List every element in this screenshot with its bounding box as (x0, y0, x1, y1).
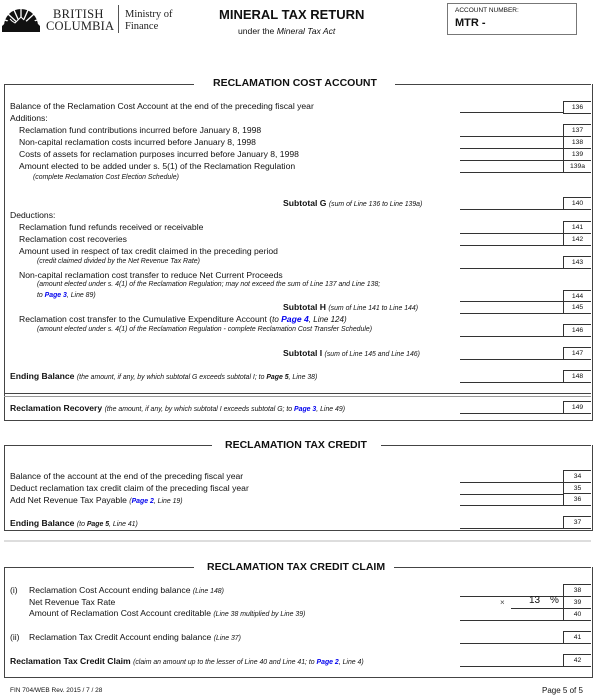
deduction-143-note: (credit claimed divided by the Net Revenue Tax Rate) (37, 258, 200, 265)
addition-137-label: Reclamation fund contributions incurred before January 8, 1998 (19, 125, 262, 135)
item-i-row1 (29, 585, 224, 595)
transfer-suffix: , Line 124) (308, 315, 347, 324)
line-142-input[interactable] (460, 245, 563, 246)
item-i-marker: (i) (10, 585, 18, 595)
line-138-input[interactable] (460, 148, 563, 149)
item-i-row3-note: (Line 38 multiplied by Line 39) (213, 611, 306, 618)
claim-note: (claim an amount up to the lesser of Line 40 and Line 41; to (133, 659, 317, 666)
line-146-number: 146 (563, 324, 591, 337)
line-142-number: 142 (563, 233, 591, 246)
rtc-row-36-suffix: , Line 19) (153, 498, 183, 505)
line-37-input[interactable] (460, 528, 563, 529)
deduction-141-label: Reclamation fund refunds received or receivable (19, 222, 204, 232)
line-149-input[interactable] (460, 413, 563, 414)
item-ii-label: Reclamation Tax Credit Account ending balance (29, 632, 214, 642)
sun-mountain-icon (2, 6, 40, 32)
item-i-row1-label: Reclamation Cost Account ending balance (29, 585, 193, 595)
section1-divider2 (4, 396, 591, 397)
rtc-row-35-label: Deduct reclamation tax credit claim of the preceding fiscal year (10, 483, 249, 493)
line-39-number: 39 (563, 596, 591, 609)
line-139-number: 139 (563, 148, 591, 161)
section1-title: RECLAMATION COST ACCOUNT (213, 77, 377, 89)
line-148-input[interactable] (460, 382, 563, 383)
line-41-input[interactable] (460, 643, 563, 644)
claim-row (10, 656, 364, 666)
page-4-link[interactable]: Page 4 (281, 314, 309, 324)
item-ii-marker: (ii) (10, 632, 20, 642)
line-136-input[interactable] (460, 112, 563, 113)
addition-138-label: Non-capital reclamation costs incurred before January 8, 1998 (19, 137, 256, 147)
line-37-number: 37 (563, 516, 591, 529)
addition-139a-label: Amount elected to be added under s. 5(1) of the Reclamation Regulation (19, 161, 296, 171)
deductions-label: Deductions: (10, 210, 56, 220)
subtotal-i-label: Subtotal I (283, 348, 323, 358)
deduction-144-label: Non-capital reclamation cost transfer to reduce Net Current Proceeds (19, 270, 283, 280)
ending-balance-suffix: , Line 38) (288, 374, 318, 381)
section-separator-bar (4, 540, 591, 542)
transfer-label-text: Reclamation cost transfer to the Cumulative Expenditure Account ( (19, 314, 273, 324)
multiply-sign: × (500, 598, 505, 607)
rtc-ending-label: Ending Balance (10, 518, 75, 528)
line-136-number: 136 (563, 101, 591, 114)
subtotal-g-label: Subtotal G (283, 198, 327, 208)
recovery-suffix: , Line 49) (316, 406, 345, 413)
page-2-link[interactable]: Page 2 (131, 498, 154, 505)
tax-rate-value[interactable]: 13 (529, 595, 541, 606)
claim-suffix: , Line 4) (338, 659, 364, 666)
form-title: MINERAL TAX RETURN (219, 7, 365, 22)
deduction-144-note2 (37, 292, 96, 299)
line-36-input[interactable] (460, 505, 563, 506)
rtc-row-36-text: Add Net Revenue Tax Payable (10, 495, 130, 505)
line-34-input[interactable] (460, 482, 563, 483)
line-141-input[interactable] (460, 233, 563, 234)
subtotal-g-note: (sum of Line 136 to Line 139a) (328, 201, 423, 208)
section2-title: RECLAMATION TAX CREDIT (225, 439, 367, 451)
line-147-input[interactable] (460, 359, 563, 360)
logo-columbia: COLUMBIA (46, 19, 115, 33)
line-40-number: 40 (563, 608, 591, 621)
line-34-number: 34 (563, 470, 591, 483)
line-144-number: 144 (563, 290, 591, 303)
line-139-input[interactable] (460, 160, 563, 161)
line-38-number: 38 (563, 584, 591, 597)
subtotal-h-label: Subtotal H (283, 302, 326, 312)
page-indicator: Page 5 of 5 (542, 686, 583, 695)
line-141-number: 141 (563, 221, 591, 234)
transfer-to: to (272, 315, 282, 324)
line-147-number: 147 (563, 347, 591, 360)
line-40-input[interactable] (460, 620, 563, 621)
line-36-number: 36 (563, 493, 591, 506)
rtc-ending-balance (10, 518, 138, 528)
section3-title: RECLAMATION TAX CREDIT CLAIM (207, 561, 386, 573)
subtotal-i (283, 348, 420, 358)
line-139a-number: 139a (563, 160, 591, 173)
item-ii-note: (Line 37) (213, 635, 241, 642)
transfer-note: (amount elected under s. 4(1) of the Reclamation Regulation - complete Reclamation Cost Transfer Schedule) (37, 326, 372, 333)
deduction-144-note2-prefix: to (37, 292, 45, 299)
item-i-row3 (29, 608, 305, 618)
account-number-box[interactable] (447, 3, 577, 35)
addition-139-label: Costs of assets for reclamation purposes incurred before January 8, 1998 (19, 149, 299, 159)
line-42-input[interactable] (460, 666, 563, 667)
deduction-142-label: Reclamation cost recoveries (19, 234, 127, 244)
form-id: FIN 704/WEB Rev. 2015 / 7 / 28 (10, 687, 103, 694)
line-140-number: 140 (563, 197, 591, 210)
deduction-144-note2-suffix: , Line 89) (66, 292, 96, 299)
tax-rate-underline (511, 608, 563, 609)
ending-balance-page: Page 5 (266, 374, 289, 381)
ending-balance (10, 371, 317, 381)
line-143-number: 143 (563, 256, 591, 269)
line-149-number: 149 (563, 401, 591, 414)
line-35-number: 35 (563, 482, 591, 495)
bc-logo (2, 6, 40, 32)
rtc-ending-suffix: , Line 41) (109, 521, 138, 528)
page-3-link[interactable]: Page 3 (44, 292, 67, 299)
account-number-value: MTR - (455, 17, 486, 29)
line-144-input[interactable] (460, 301, 563, 302)
subtotal-h-note: (sum of Line 141 to Line 144) (328, 305, 418, 312)
ministry-line2: Finance (125, 21, 159, 32)
subtitle-prefix: under the (238, 26, 277, 36)
ending-balance-label: Ending Balance (10, 371, 75, 381)
item-i-row2-label: Net Revenue Tax Rate (29, 597, 116, 607)
rtc-row-36-label (10, 495, 183, 505)
reclamation-recovery (10, 403, 345, 413)
subtotal-h (283, 302, 418, 312)
form-subtitle (238, 26, 335, 36)
rtc-row-36-open: ( (129, 498, 132, 505)
item-i-row3-label: Amount of Reclamation Cost Account creditable (29, 608, 214, 618)
subtotal-g (283, 198, 422, 208)
rtc-row-34-label: Balance of the account at the end of the preceding fiscal year (10, 471, 244, 481)
rtc-ending-page: Page 5 (86, 521, 110, 528)
line-143-input[interactable] (460, 268, 563, 269)
deduction-143-label: Amount used in respect of tax credit claimed in the preceding period (19, 246, 278, 256)
line-41-number: 41 (563, 631, 591, 644)
deduction-144-note: (amount elected under s. 4(1) of the Reclamation Regulation; may not exceed the sum of Line 137 and Line 138; (37, 281, 381, 288)
line-35-input[interactable] (460, 494, 563, 495)
subtotal-i-note: (sum of Line 145 and Line 146) (324, 351, 420, 358)
subtitle-act: Mineral Tax Act (276, 26, 336, 36)
line-137-number: 137 (563, 124, 591, 137)
rtc-ending-note: (to (76, 521, 87, 528)
item-i-row1-note: (Line 148) (192, 588, 224, 595)
logo-british: BRITISH (53, 7, 104, 21)
recovery-page-3-link[interactable]: Page 3 (294, 406, 317, 413)
line-137-input[interactable] (460, 136, 563, 137)
line-139a-input[interactable] (460, 172, 563, 173)
ministry-line1: Ministry of (125, 9, 173, 20)
tax-rate-unit: % (550, 595, 559, 606)
line-38-input[interactable] (460, 596, 563, 597)
claim-page-2-link[interactable]: Page 2 (316, 659, 339, 666)
line-138-number: 138 (563, 136, 591, 149)
line-148-number: 148 (563, 370, 591, 383)
line-42-number: 42 (563, 654, 591, 667)
balance-label: Balance of the Reclamation Cost Account at the end of the preceding fiscal year (10, 101, 314, 111)
line-146-input[interactable] (460, 336, 563, 337)
additions-label: Additions: (10, 113, 48, 123)
item-ii-row (29, 632, 241, 642)
line-145-input[interactable] (460, 313, 563, 314)
line-140-input[interactable] (460, 209, 563, 210)
claim-label: Reclamation Tax Credit Claim (10, 656, 131, 666)
section1-divider (4, 393, 591, 394)
ending-balance-note: (the amount, if any, by which subtotal G exceeds subtotal I; to (76, 374, 267, 381)
account-number-label: ACCOUNT NUMBER: (455, 7, 519, 14)
addition-139a-note: (complete Reclamation Cost Election Schedule) (33, 174, 179, 181)
transfer-label (19, 314, 347, 324)
recovery-note: (the amount, if any, by which subtotal I exceeds subtotal G; to (104, 406, 295, 413)
logo-divider (118, 5, 119, 33)
line-145-number: 145 (563, 301, 591, 314)
recovery-label: Reclamation Recovery (10, 403, 103, 413)
